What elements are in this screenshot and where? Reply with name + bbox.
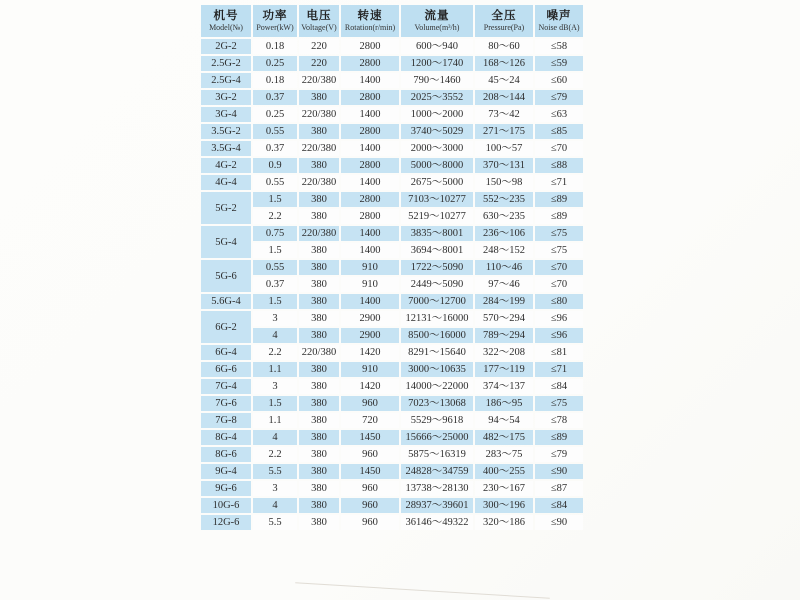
cell-volume: 5875～16319 <box>401 447 473 462</box>
cell-noise: ≤58 <box>535 39 583 54</box>
header-label-zh: 流量 <box>424 9 450 22</box>
table-row <box>201 56 583 71</box>
cell-noise: ≤96 <box>535 311 583 326</box>
cell-pressure: 400～255 <box>475 464 533 479</box>
cell-voltage: 380 <box>299 430 339 445</box>
table-row <box>201 260 583 275</box>
scan-artifact-line <box>295 582 550 599</box>
cell-volume: 2449～5090 <box>401 277 473 292</box>
cell-volume: 1722～5090 <box>401 260 473 275</box>
table-row <box>201 158 583 173</box>
cell-voltage: 380 <box>299 277 339 292</box>
cell-rotation: 2800 <box>341 192 399 207</box>
table-row <box>201 413 583 428</box>
cell-rotation: 720 <box>341 413 399 428</box>
cell-model: 3G-2 <box>201 90 251 105</box>
table-row <box>201 192 583 207</box>
cell-model: 5.6G-4 <box>201 294 251 309</box>
cell-rotation: 2800 <box>341 158 399 173</box>
cell-voltage: 380 <box>299 311 339 326</box>
cell-volume: 8500～16000 <box>401 328 473 343</box>
header-label-en: Pressure(Pa) <box>483 22 525 32</box>
header-cell-5 <box>475 5 533 37</box>
cell-noise: ≤89 <box>535 430 583 445</box>
cell-voltage: 380 <box>299 124 339 139</box>
cell-noise: ≤85 <box>535 124 583 139</box>
cell-noise: ≤75 <box>535 396 583 411</box>
cell-power: 5.5 <box>253 515 297 530</box>
header-label-en: Noise dB(A) <box>538 22 580 32</box>
cell-power: 0.18 <box>253 73 297 88</box>
header-label-en: Voltage(V) <box>301 22 337 32</box>
cell-rotation: 910 <box>341 362 399 377</box>
cell-rotation: 2800 <box>341 90 399 105</box>
cell-voltage: 380 <box>299 379 339 394</box>
cell-pressure: 283～75 <box>475 447 533 462</box>
cell-model: 2.5G-4 <box>201 73 251 88</box>
cell-noise: ≤70 <box>535 260 583 275</box>
cell-noise: ≤79 <box>535 447 583 462</box>
cell-pressure: 230～167 <box>475 481 533 496</box>
cell-rotation: 960 <box>341 515 399 530</box>
header-cell-3 <box>341 5 399 37</box>
cell-noise: ≤80 <box>535 294 583 309</box>
cell-model: 8G-4 <box>201 430 251 445</box>
cell-voltage: 380 <box>299 481 339 496</box>
cell-pressure: 208～144 <box>475 90 533 105</box>
cell-model: 6G-2 <box>201 311 251 343</box>
cell-noise: ≤84 <box>535 379 583 394</box>
cell-volume: 28937～39601 <box>401 498 473 513</box>
cell-volume: 790～1460 <box>401 73 473 88</box>
table-row <box>201 379 583 394</box>
cell-noise: ≤60 <box>535 73 583 88</box>
cell-volume: 3000～10635 <box>401 362 473 377</box>
table-row <box>201 175 583 190</box>
cell-volume: 14000～22000 <box>401 379 473 394</box>
table-row <box>201 328 583 343</box>
cell-model: 7G-8 <box>201 413 251 428</box>
cell-model: 12G-6 <box>201 515 251 530</box>
fan-spec-table <box>199 3 585 532</box>
cell-noise: ≤63 <box>535 107 583 122</box>
table-row <box>201 498 583 513</box>
table-row <box>201 226 583 241</box>
cell-voltage: 380 <box>299 243 339 258</box>
cell-noise: ≤75 <box>535 226 583 241</box>
cell-volume: 24828～34759 <box>401 464 473 479</box>
cell-pressure: 110～46 <box>475 260 533 275</box>
cell-pressure: 374～137 <box>475 379 533 394</box>
table-header <box>201 5 583 37</box>
cell-power: 5.5 <box>253 464 297 479</box>
cell-model: 10G-6 <box>201 498 251 513</box>
cell-power: 2.2 <box>253 345 297 360</box>
cell-model: 9G-6 <box>201 481 251 496</box>
table-row <box>201 464 583 479</box>
cell-voltage: 220/380 <box>299 345 339 360</box>
cell-volume: 8291～15640 <box>401 345 473 360</box>
cell-voltage: 380 <box>299 396 339 411</box>
cell-model: 3G-4 <box>201 107 251 122</box>
cell-noise: ≤90 <box>535 464 583 479</box>
cell-model: 6G-6 <box>201 362 251 377</box>
cell-volume: 600～940 <box>401 39 473 54</box>
cell-voltage: 380 <box>299 209 339 224</box>
cell-power: 1.5 <box>253 294 297 309</box>
cell-noise: ≤71 <box>535 362 583 377</box>
cell-power: 0.9 <box>253 158 297 173</box>
cell-model: 7G-6 <box>201 396 251 411</box>
cell-power: 0.18 <box>253 39 297 54</box>
cell-voltage: 380 <box>299 362 339 377</box>
cell-model: 2.5G-2 <box>201 56 251 71</box>
cell-power: 1.1 <box>253 413 297 428</box>
cell-model: 7G-4 <box>201 379 251 394</box>
table-row <box>201 481 583 496</box>
table-row <box>201 515 583 530</box>
cell-noise: ≤84 <box>535 498 583 513</box>
cell-rotation: 960 <box>341 447 399 462</box>
cell-volume: 2675～5000 <box>401 175 473 190</box>
cell-rotation: 2800 <box>341 56 399 71</box>
cell-voltage: 380 <box>299 90 339 105</box>
cell-power: 0.25 <box>253 56 297 71</box>
cell-power: 0.55 <box>253 124 297 139</box>
cell-rotation: 910 <box>341 277 399 292</box>
cell-noise: ≤87 <box>535 481 583 496</box>
cell-voltage: 380 <box>299 498 339 513</box>
cell-voltage: 380 <box>299 260 339 275</box>
cell-rotation: 960 <box>341 498 399 513</box>
cell-volume: 2000～3000 <box>401 141 473 156</box>
cell-power: 0.75 <box>253 226 297 241</box>
header-label-zh: 功率 <box>262 9 288 22</box>
cell-voltage: 380 <box>299 158 339 173</box>
cell-pressure: 168～126 <box>475 56 533 71</box>
header-row <box>201 5 583 37</box>
header-label-zh: 全压 <box>491 9 517 22</box>
cell-voltage: 380 <box>299 192 339 207</box>
cell-volume: 1000～2000 <box>401 107 473 122</box>
cell-volume: 36146～49322 <box>401 515 473 530</box>
table-row <box>201 362 583 377</box>
cell-pressure: 236～106 <box>475 226 533 241</box>
cell-pressure: 177～119 <box>475 362 533 377</box>
cell-pressure: 97～46 <box>475 277 533 292</box>
cell-rotation: 1450 <box>341 464 399 479</box>
cell-voltage: 220/380 <box>299 175 339 190</box>
cell-rotation: 2900 <box>341 311 399 326</box>
table-row <box>201 396 583 411</box>
table-row <box>201 39 583 54</box>
table-row <box>201 90 583 105</box>
cell-power: 1.5 <box>253 396 297 411</box>
cell-pressure: 80～60 <box>475 39 533 54</box>
cell-volume: 7000～12700 <box>401 294 473 309</box>
cell-volume: 3740～5029 <box>401 124 473 139</box>
cell-pressure: 150～98 <box>475 175 533 190</box>
table-row <box>201 107 583 122</box>
cell-voltage: 380 <box>299 413 339 428</box>
cell-rotation: 1400 <box>341 107 399 122</box>
table-row <box>201 447 583 462</box>
cell-power: 1.1 <box>253 362 297 377</box>
header-cell-6 <box>535 5 583 37</box>
cell-rotation: 1420 <box>341 345 399 360</box>
cell-voltage: 380 <box>299 515 339 530</box>
cell-noise: ≤79 <box>535 90 583 105</box>
cell-noise: ≤70 <box>535 141 583 156</box>
cell-noise: ≤89 <box>535 209 583 224</box>
cell-pressure: 552～235 <box>475 192 533 207</box>
cell-voltage: 380 <box>299 294 339 309</box>
table-row <box>201 430 583 445</box>
cell-pressure: 271～175 <box>475 124 533 139</box>
cell-pressure: 73～42 <box>475 107 533 122</box>
cell-noise: ≤88 <box>535 158 583 173</box>
cell-model: 4G-2 <box>201 158 251 173</box>
table-row <box>201 209 583 224</box>
header-label-en: Model(№) <box>209 22 243 32</box>
cell-pressure: 186～95 <box>475 396 533 411</box>
cell-pressure: 94～54 <box>475 413 533 428</box>
cell-noise: ≤75 <box>535 243 583 258</box>
header-label-zh: 噪声 <box>546 9 572 22</box>
cell-rotation: 960 <box>341 481 399 496</box>
cell-power: 4 <box>253 328 297 343</box>
cell-model: 6G-4 <box>201 345 251 360</box>
cell-rotation: 2800 <box>341 209 399 224</box>
header-label-en: Volume(m³/h) <box>414 22 460 32</box>
cell-model: 3.5G-4 <box>201 141 251 156</box>
table-row <box>201 243 583 258</box>
cell-power: 4 <box>253 430 297 445</box>
cell-model: 9G-4 <box>201 464 251 479</box>
header-cell-4 <box>401 5 473 37</box>
cell-noise: ≤89 <box>535 192 583 207</box>
cell-model: 2G-2 <box>201 39 251 54</box>
table-row <box>201 124 583 139</box>
cell-power: 4 <box>253 498 297 513</box>
header-label-en: Power(kW) <box>256 22 294 32</box>
cell-noise: ≤81 <box>535 345 583 360</box>
cell-power: 0.37 <box>253 277 297 292</box>
cell-rotation: 1450 <box>341 430 399 445</box>
cell-voltage: 220/380 <box>299 141 339 156</box>
cell-volume: 7103～10277 <box>401 192 473 207</box>
cell-voltage: 220/380 <box>299 107 339 122</box>
cell-power: 1.5 <box>253 192 297 207</box>
header-label-zh: 电压 <box>306 9 332 22</box>
cell-pressure: 322～208 <box>475 345 533 360</box>
cell-volume: 3835～8001 <box>401 226 473 241</box>
cell-model: 5G-2 <box>201 192 251 224</box>
cell-voltage: 380 <box>299 447 339 462</box>
cell-model: 5G-6 <box>201 260 251 292</box>
cell-volume: 7023～13068 <box>401 396 473 411</box>
header-cell-1 <box>253 5 297 37</box>
header-label-zh: 机号 <box>213 9 239 22</box>
cell-model: 5G-4 <box>201 226 251 258</box>
cell-voltage: 220 <box>299 39 339 54</box>
cell-volume: 2025～3552 <box>401 90 473 105</box>
cell-noise: ≤71 <box>535 175 583 190</box>
cell-volume: 1200～1740 <box>401 56 473 71</box>
cell-rotation: 2800 <box>341 124 399 139</box>
cell-volume: 15666～25000 <box>401 430 473 445</box>
cell-noise: ≤70 <box>535 277 583 292</box>
cell-power: 3 <box>253 311 297 326</box>
cell-voltage: 220/380 <box>299 226 339 241</box>
cell-rotation: 2800 <box>341 39 399 54</box>
cell-volume: 5219～10277 <box>401 209 473 224</box>
cell-power: 0.37 <box>253 141 297 156</box>
cell-power: 1.5 <box>253 243 297 258</box>
cell-voltage: 220 <box>299 56 339 71</box>
cell-rotation: 1400 <box>341 243 399 258</box>
cell-rotation: 1420 <box>341 379 399 394</box>
cell-pressure: 320～186 <box>475 515 533 530</box>
cell-pressure: 370～131 <box>475 158 533 173</box>
cell-power: 0.37 <box>253 90 297 105</box>
cell-power: 3 <box>253 481 297 496</box>
header-label-en: Rotation(r/min) <box>344 22 396 32</box>
cell-noise: ≤90 <box>535 515 583 530</box>
cell-model: 4G-4 <box>201 175 251 190</box>
cell-rotation: 1400 <box>341 294 399 309</box>
cell-noise: ≤78 <box>535 413 583 428</box>
cell-pressure: 300～196 <box>475 498 533 513</box>
cell-pressure: 284～199 <box>475 294 533 309</box>
cell-noise: ≤96 <box>535 328 583 343</box>
cell-rotation: 1400 <box>341 141 399 156</box>
cell-volume: 3694～8001 <box>401 243 473 258</box>
cell-pressure: 482～175 <box>475 430 533 445</box>
cell-model: 8G-6 <box>201 447 251 462</box>
cell-noise: ≤59 <box>535 56 583 71</box>
table-row <box>201 294 583 309</box>
cell-volume: 13738～28130 <box>401 481 473 496</box>
cell-model: 3.5G-2 <box>201 124 251 139</box>
cell-volume: 12131～16000 <box>401 311 473 326</box>
table-row <box>201 311 583 326</box>
header-label-zh: 转速 <box>357 9 383 22</box>
cell-volume: 5000～8000 <box>401 158 473 173</box>
cell-rotation: 960 <box>341 396 399 411</box>
header-cell-0 <box>201 5 251 37</box>
cell-power: 3 <box>253 379 297 394</box>
cell-power: 0.25 <box>253 107 297 122</box>
cell-rotation: 2900 <box>341 328 399 343</box>
table-row <box>201 141 583 156</box>
cell-pressure: 100～57 <box>475 141 533 156</box>
cell-pressure: 248～152 <box>475 243 533 258</box>
cell-rotation: 1400 <box>341 73 399 88</box>
cell-pressure: 630～235 <box>475 209 533 224</box>
header-cell-2 <box>299 5 339 37</box>
cell-pressure: 45～24 <box>475 73 533 88</box>
table-body <box>201 39 583 530</box>
cell-power: 0.55 <box>253 260 297 275</box>
cell-rotation: 910 <box>341 260 399 275</box>
cell-voltage: 380 <box>299 328 339 343</box>
cell-rotation: 1400 <box>341 226 399 241</box>
cell-power: 2.2 <box>253 209 297 224</box>
table-row <box>201 277 583 292</box>
table-row <box>201 73 583 88</box>
cell-power: 2.2 <box>253 447 297 462</box>
cell-voltage: 220/380 <box>299 73 339 88</box>
cell-voltage: 380 <box>299 464 339 479</box>
cell-pressure: 789～294 <box>475 328 533 343</box>
cell-power: 0.55 <box>253 175 297 190</box>
cell-pressure: 570～294 <box>475 311 533 326</box>
cell-rotation: 1400 <box>341 175 399 190</box>
cell-volume: 5529～9618 <box>401 413 473 428</box>
table-row <box>201 345 583 360</box>
